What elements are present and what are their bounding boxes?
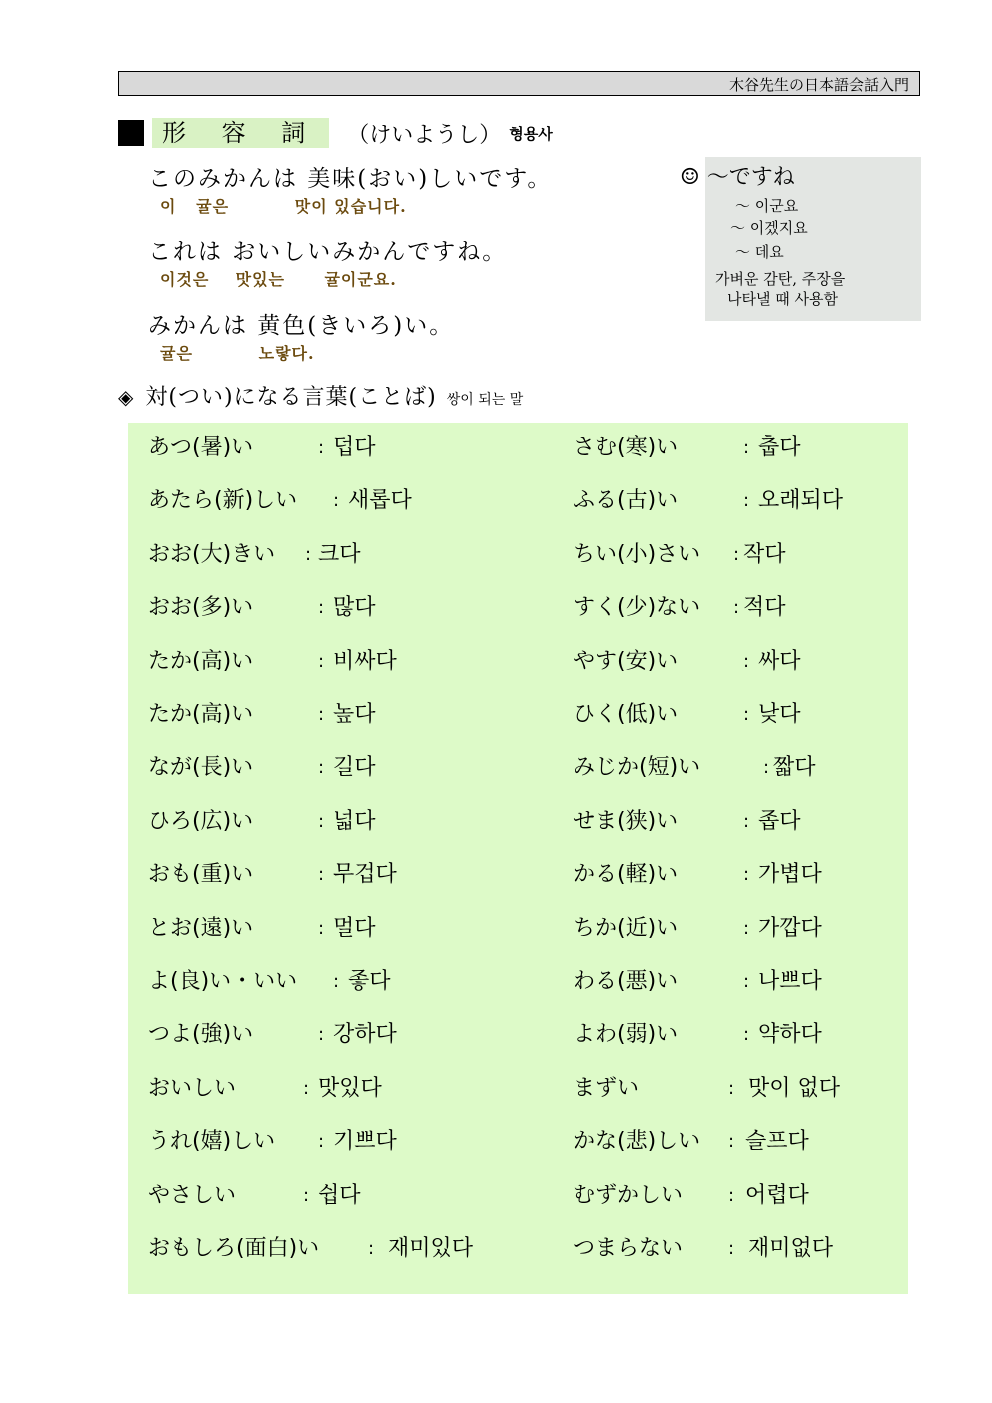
note-desc-1: 가벼운 감탄, 주장을 (715, 270, 846, 288)
right-kr: 재미없다 (748, 1236, 834, 1261)
example-kr-1: 이 귤은 맛이 있습니다. (160, 197, 407, 216)
right-kr: 낮다 (758, 702, 801, 727)
left-jp: おも(重)い (148, 862, 254, 887)
right-colon: : (743, 1024, 750, 1045)
left-jp: なが(長)い (148, 755, 254, 780)
left-kr: 비싸다 (333, 649, 397, 674)
left-kr: 많다 (333, 595, 376, 620)
right-colon: : (763, 757, 770, 778)
right-jp: よわ(弱)い (573, 1022, 679, 1047)
left-kr: 강하다 (333, 1022, 397, 1047)
left-jp: おお(大)きい (148, 542, 276, 567)
left-colon: : (318, 704, 325, 725)
right-kr: 약하다 (758, 1022, 822, 1047)
left-jp: よ(良)い・いい (148, 969, 298, 994)
left-kr: 높다 (333, 702, 376, 727)
note-line-1: ～ 이군요 (735, 197, 799, 215)
right-kr: 슬프다 (745, 1129, 809, 1154)
left-jp: おいしい (148, 1076, 237, 1101)
section-reading: （けいようし） (347, 122, 502, 148)
left-kr: 기쁘다 (333, 1129, 397, 1154)
left-kr: 재미있다 (388, 1236, 474, 1261)
left-jp: ひろ(広)い (148, 809, 254, 834)
right-colon: : (728, 1238, 735, 1259)
left-jp: やさしい (148, 1183, 237, 1208)
right-jp: やす(安)い (573, 649, 679, 674)
left-colon: : (318, 437, 325, 458)
right-colon: : (733, 597, 740, 618)
right-jp: せま(狭)い (573, 809, 679, 834)
left-kr: 넓다 (333, 809, 376, 834)
note-desc-2: 나타낼 때 사용함 (727, 290, 838, 308)
section-heading (118, 118, 553, 148)
pairs-title: 対(つい)になる言葉(ことば) (145, 385, 437, 410)
right-kr: 맛이 없다 (748, 1076, 841, 1101)
right-colon: : (728, 1185, 735, 1206)
left-kr: 덥다 (333, 435, 376, 460)
square-bullet-icon (118, 120, 144, 146)
left-jp: あたら(新)しい (148, 488, 298, 513)
right-jp: すく(少)ない (573, 595, 701, 620)
left-jp: たか(高)い (148, 649, 254, 674)
header-title: 木谷先生の日本語会話入門 (728, 76, 909, 94)
right-jp: むずかしい (573, 1183, 684, 1208)
note-line-2: ～ 이겠지요 (730, 219, 808, 237)
left-jp: おお(多)い (148, 595, 254, 620)
example-kr-3: 귤은 노랗다. (160, 344, 315, 363)
right-jp: ひく(低)い (573, 702, 679, 727)
right-jp: みじか(短)い (573, 755, 701, 780)
right-jp: ちか(近)い (573, 916, 679, 941)
left-kr: 좋다 (348, 969, 391, 994)
right-kr: 춥다 (758, 435, 801, 460)
example-jp-2: これは おいしいみかんですね。 (148, 239, 508, 265)
right-kr: 가볍다 (758, 862, 822, 887)
right-colon: : (728, 1078, 735, 1099)
left-jp: つよ(強)い (148, 1022, 254, 1047)
right-colon: : (743, 490, 750, 511)
left-colon: : (368, 1238, 375, 1259)
note-title: ☺ ～ですね (680, 165, 795, 190)
right-jp: つまらない (573, 1236, 684, 1261)
right-kr: 작다 (743, 542, 786, 567)
left-colon: : (318, 918, 325, 939)
left-colon: : (318, 651, 325, 672)
left-colon: : (318, 811, 325, 832)
right-jp: かる(軽)い (573, 862, 679, 887)
right-jp: まずい (573, 1076, 640, 1101)
example-jp-3: みかんは 黄色(きいろ)い。 (148, 313, 455, 339)
left-colon: : (333, 490, 340, 511)
right-colon: : (743, 437, 750, 458)
header-bar (118, 71, 920, 96)
pairs-korean: 쌍이 되는 말 (446, 392, 524, 408)
right-colon: : (743, 864, 750, 885)
left-kr: 멀다 (333, 916, 376, 941)
left-jp: あつ(暑)い (148, 435, 254, 460)
diamond-bullet-icon: ◈ (118, 385, 134, 409)
left-colon: : (303, 1185, 310, 1206)
left-kr: 무겁다 (333, 862, 397, 887)
left-jp: うれ(嬉)しい (148, 1129, 276, 1154)
right-jp: わる(悪)い (573, 969, 679, 994)
note-line-3: ～ 데요 (735, 243, 784, 261)
left-kr: 쉽다 (318, 1183, 361, 1208)
left-colon: : (318, 1024, 325, 1045)
right-kr: 짧다 (773, 755, 816, 780)
left-colon: : (318, 597, 325, 618)
right-kr: 어렵다 (745, 1183, 809, 1208)
left-jp: おもしろ(面白)い (148, 1236, 320, 1261)
right-colon: : (728, 1131, 735, 1152)
right-colon: : (733, 544, 740, 565)
left-jp: たか(高)い (148, 702, 254, 727)
right-colon: : (743, 704, 750, 725)
right-colon: : (743, 651, 750, 672)
left-kr: 맛있다 (318, 1076, 382, 1101)
left-colon: : (303, 1078, 310, 1099)
left-jp: とお(遠)い (148, 916, 254, 941)
right-colon: : (743, 971, 750, 992)
left-colon: : (318, 864, 325, 885)
left-colon: : (318, 757, 325, 778)
left-kr: 크다 (318, 542, 361, 567)
left-colon: : (318, 1131, 325, 1152)
right-kr: 적다 (743, 595, 786, 620)
right-kr: 가깝다 (758, 916, 822, 941)
right-kr: 싸다 (758, 649, 801, 674)
right-colon: : (743, 918, 750, 939)
right-kr: 좁다 (758, 809, 801, 834)
right-jp: ふる(古)い (573, 488, 679, 513)
right-jp: かな(悲)しい (573, 1129, 701, 1154)
right-kr: 나쁘다 (758, 969, 822, 994)
right-jp: さむ(寒)い (573, 435, 679, 460)
right-jp: ちい(小)さい (573, 542, 701, 567)
left-kr: 길다 (333, 755, 376, 780)
left-colon: : (305, 544, 312, 565)
right-kr: 오래되다 (758, 488, 844, 513)
section-korean: 형용사 (509, 124, 553, 143)
example-jp-1: このみかんは 美味(おい)しいです。 (148, 166, 553, 192)
section-title: 形 容 詞 (152, 118, 329, 148)
right-colon: : (743, 811, 750, 832)
left-colon: : (333, 971, 340, 992)
example-kr-2: 이것은 맛있는 귤이군요. (160, 270, 397, 289)
pairs-heading (118, 380, 523, 411)
note-box (680, 157, 921, 321)
left-kr: 새롭다 (348, 488, 412, 513)
